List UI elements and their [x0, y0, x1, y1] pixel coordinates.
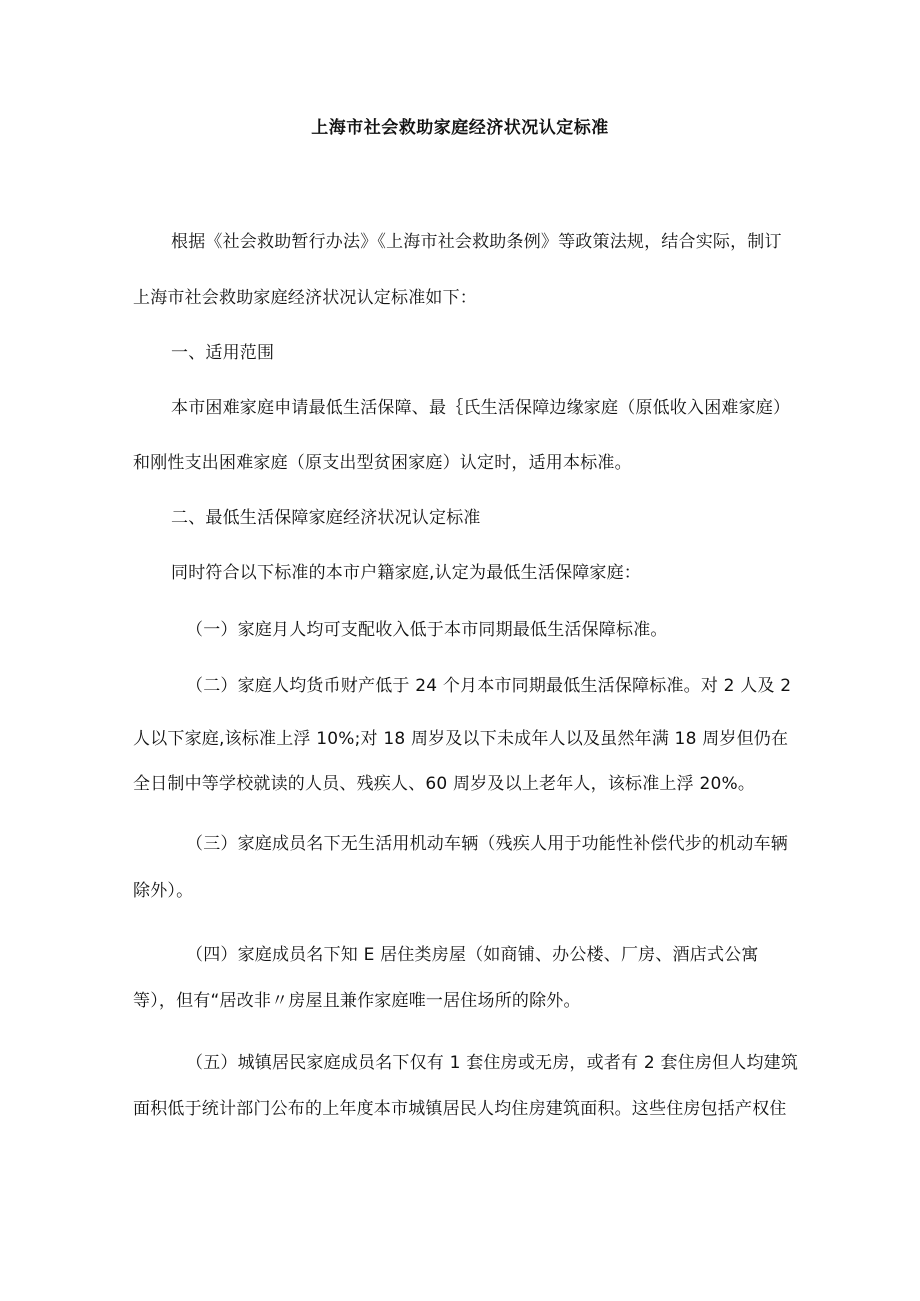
item-5-line-1: （五）城镇居民家庭成员名下仅有 1 套住房或无房，或者有 2 套住房但人均建筑 — [186, 1053, 799, 1073]
item-4-line-1: （四）家庭成员名下知 E 居住类房屋（如商铺、办公楼、厂房、酒店式公寓 — [186, 945, 759, 965]
section-heading-standard: 二、最低生活保障家庭经济状况认定标准 — [171, 508, 481, 528]
item-4-line-2: 等），但有“居改非〃房屋且兼作家庭唯一居住场所的除外。 — [133, 991, 581, 1011]
section-heading-scope: 一、适用范围 — [171, 343, 275, 363]
item-1-line-1: （一）家庭月人均可支配收入低于本市同期最低生活保障标准。 — [186, 620, 668, 640]
item-5-line-2: 面积低于统计部门公布的上年度本市城镇居民人均住房建筑面积。这些住房包括产权住 — [133, 1099, 787, 1119]
paragraph-conditions-intro: 同时符合以下标准的本市户籍家庭,认定为最低生活保障家庭： — [171, 563, 642, 583]
item-3-line-1: （三）家庭成员名下无生活用机动车辆（残疾人用于功能性补偿代步的机动车辆 — [186, 834, 788, 854]
paragraph-scope-line-1: 本市困难家庭申请最低生活保障、最｛氏生活保障边缘家庭（原低收入困难家庭） — [171, 398, 791, 418]
document-title: 上海市社会救助家庭经济状况认定标准 — [311, 118, 609, 138]
paragraph-scope-line-2: 和刚性支出困难家庭（原支出型贫困家庭）认定时，适用本标准。 — [133, 453, 632, 473]
item-2-line-3: 全日制中等学校就读的人员、残疾人、60 周岁及以上老年人，该标准上浮 20%。 — [133, 774, 756, 794]
item-2-line-1: （二）家庭人均货币财产低于 24 个月本市同期最低生活保障标准。对 2 人及 2 — [186, 676, 792, 696]
item-3-line-2: 除外）。 — [133, 881, 194, 901]
paragraph-intro-line-1: 根据《社会救助暂行办法》《上海市社会救助条例》等政策法规，结合实际，制订 — [171, 232, 782, 252]
paragraph-intro-line-2: 上海市社会救助家庭经济状况认定标准如下： — [133, 288, 477, 308]
item-2-line-2: 人以下家庭,该标准上浮 10%;对 18 周岁及以下未成年人以及虽然年满 18 周岁但仍在 — [133, 729, 789, 749]
